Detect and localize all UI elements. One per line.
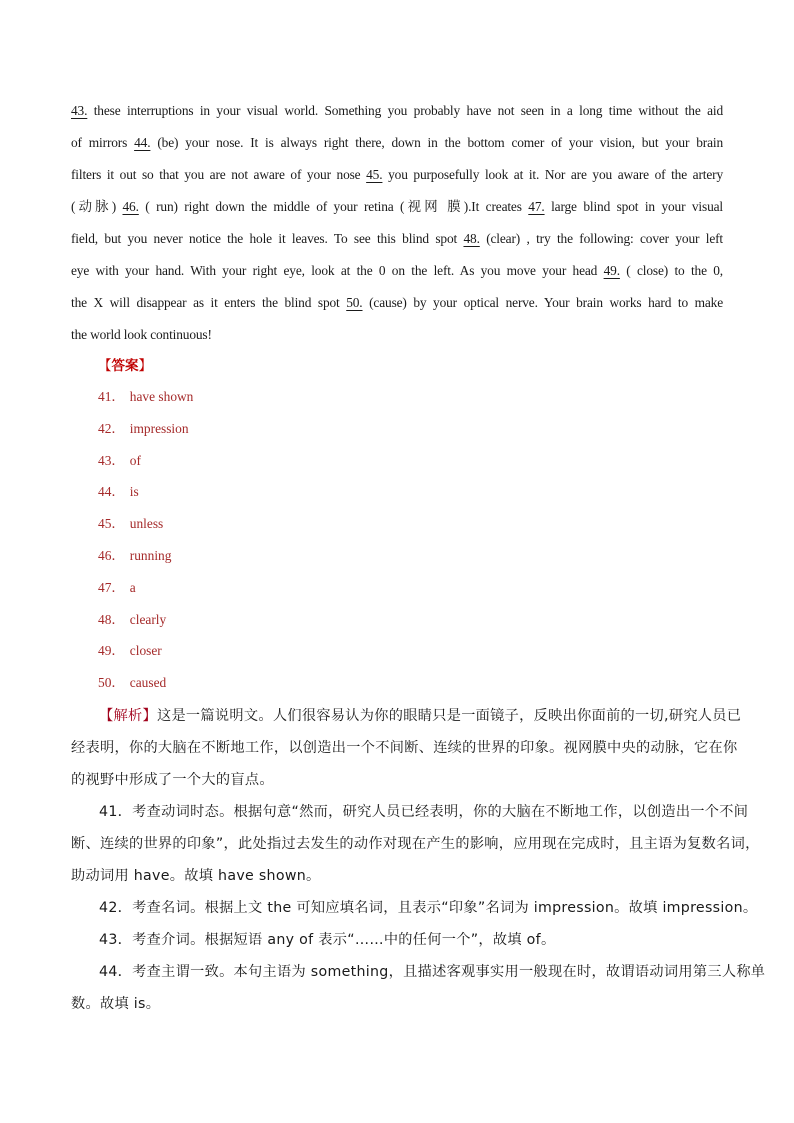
answer-number: 42． [98, 420, 125, 436]
answer-heading [98, 356, 152, 376]
analysis-line [71, 929, 723, 961]
answer-text: of [129, 452, 141, 468]
passage-text: eye with your hand. With your right eye, look at the 0 on the left. As you move your head [71, 263, 604, 278]
answer-item [98, 451, 398, 483]
analysis-text: 助动词用 have。故填 have shown。 [71, 868, 321, 884]
analysis-line [71, 737, 738, 769]
passage-text: ( run) right down the middle of your retina (视网 膜).It creates [138, 199, 529, 214]
passage-line [71, 162, 723, 194]
analysis-line [71, 897, 758, 929]
passage-text: you purposefully look at it. Nor are you aware of the artery [382, 167, 723, 182]
answer-text: closer [129, 643, 162, 659]
answer-item [98, 387, 398, 419]
analysis-text: 的视野中形成了一个大的盲点。 [71, 772, 274, 788]
passage-text: the world look continuous! [71, 327, 212, 342]
passage-line [71, 258, 723, 290]
blank-number: 48. [463, 231, 480, 246]
blank-number: 49. [603, 263, 620, 278]
passage-text: (be) your nose. It is always right there, down in the bottom comer of your vision, but your brain [150, 135, 723, 150]
answer-number: 49． [98, 643, 125, 659]
passage-text: these interruptions in your visual world. Something you probably have not seen in a long time without the aid [87, 103, 723, 118]
answer-text: is [129, 484, 139, 500]
analysis-line [71, 961, 766, 993]
answer-item [98, 419, 398, 451]
blank-number: 44. [134, 135, 151, 150]
answer-number: 50． [98, 675, 125, 691]
analysis-text: 41．考查动词时态。根据句意“然而，研究人员已经表明，你的大脑在不断地工作，以创造出一个不间 [99, 804, 749, 820]
analysis-text: 经表明，你的大脑在不断地工作，以创造出一个不间断、连续的世界的印象。视网膜中央的动脉，它在你 [71, 740, 738, 756]
analysis-line [71, 833, 760, 865]
analysis-text: 42．考查名词。根据上文 the 可知应填名词，且表示“印象”名词为 impression。故填 impression。 [99, 900, 758, 916]
answer-text: running [129, 547, 172, 563]
answer-heading-open: 【 [98, 358, 112, 374]
answer-text: caused [129, 675, 167, 691]
answer-number: 43． [98, 452, 125, 468]
blank-number: 50. [346, 295, 363, 310]
answer-number: 45． [98, 516, 125, 532]
answer-text: clearly [129, 611, 167, 627]
analysis-line [71, 865, 723, 897]
answer-list [98, 387, 398, 705]
analysis-line [71, 801, 749, 833]
answer-number: 47． [98, 579, 125, 595]
passage-text: large blind spot in your visual [544, 199, 723, 214]
answer-item [98, 578, 398, 610]
blank-number: 47. [528, 199, 545, 214]
passage-line [71, 226, 723, 258]
passage-text: (cause) by your optical nerve. Your brain works hard to make [362, 295, 723, 310]
passage-text: field, but you never notice the hole it leaves. To see this blind spot [71, 231, 464, 246]
analysis-text: 这是一篇说明文。人们很容易认为你的眼睛只是一面镜子，反映出你面前的一切,研究人员已 [156, 708, 742, 724]
blank-number: 45. [366, 167, 383, 182]
analysis-line [71, 705, 742, 737]
answer-heading-close: 】 [138, 358, 152, 374]
blank-number: 46. [122, 199, 139, 214]
answer-item [98, 482, 398, 514]
passage-line [71, 130, 723, 162]
blank-number: 43. [71, 103, 88, 118]
analysis-line [71, 993, 723, 1025]
answer-item [98, 610, 398, 642]
cloze-passage [71, 98, 723, 354]
passage-text: (动脉) [71, 199, 123, 214]
analysis-text: 数。故填 is。 [71, 996, 161, 1012]
passage-text: (clear) , try the following: cover your left [479, 231, 723, 246]
answer-item [98, 514, 398, 546]
answer-text: have shown [129, 389, 194, 404]
answer-number: 46． [98, 547, 125, 563]
analysis-text: 43．考查介词。根据短语 any of 表示“……中的任何一个”，故填 of。 [99, 932, 556, 948]
passage-line [71, 290, 723, 322]
passage-text: ( close) to the 0, [619, 263, 723, 278]
answer-number: 48． [98, 611, 125, 627]
answer-text: impression [129, 420, 189, 436]
passage-line [71, 322, 723, 354]
analysis-line [71, 769, 723, 801]
answer-item [98, 546, 398, 578]
analysis-tag: 【解析】 [99, 708, 157, 724]
answer-text: unless [129, 516, 164, 532]
answer-item [98, 673, 398, 705]
passage-text: of mirrors [71, 135, 135, 150]
passage-text: filters it out so that you are not aware of your nose [71, 167, 367, 182]
answer-number: 44． [98, 484, 125, 500]
answer-heading-title: 答案 [111, 358, 139, 374]
passage-line [71, 194, 723, 226]
analysis-text: 断、连续的世界的印象”，此处指过去发生的动作对现在产生的影响，应用现在完成时，且主语为复数名词， [71, 836, 760, 852]
answer-number: 41． [98, 389, 125, 404]
passage-line [71, 98, 723, 130]
analysis-section [71, 705, 766, 1025]
passage-text: the X will disappear as it enters the blind spot [71, 295, 347, 310]
analysis-text: 44．考查主谓一致。本句主语为 something，且描述客观事实用一般现在时，故谓语动词用第三人称单 [99, 964, 766, 980]
answer-item [98, 641, 398, 673]
answer-text: a [129, 579, 136, 595]
